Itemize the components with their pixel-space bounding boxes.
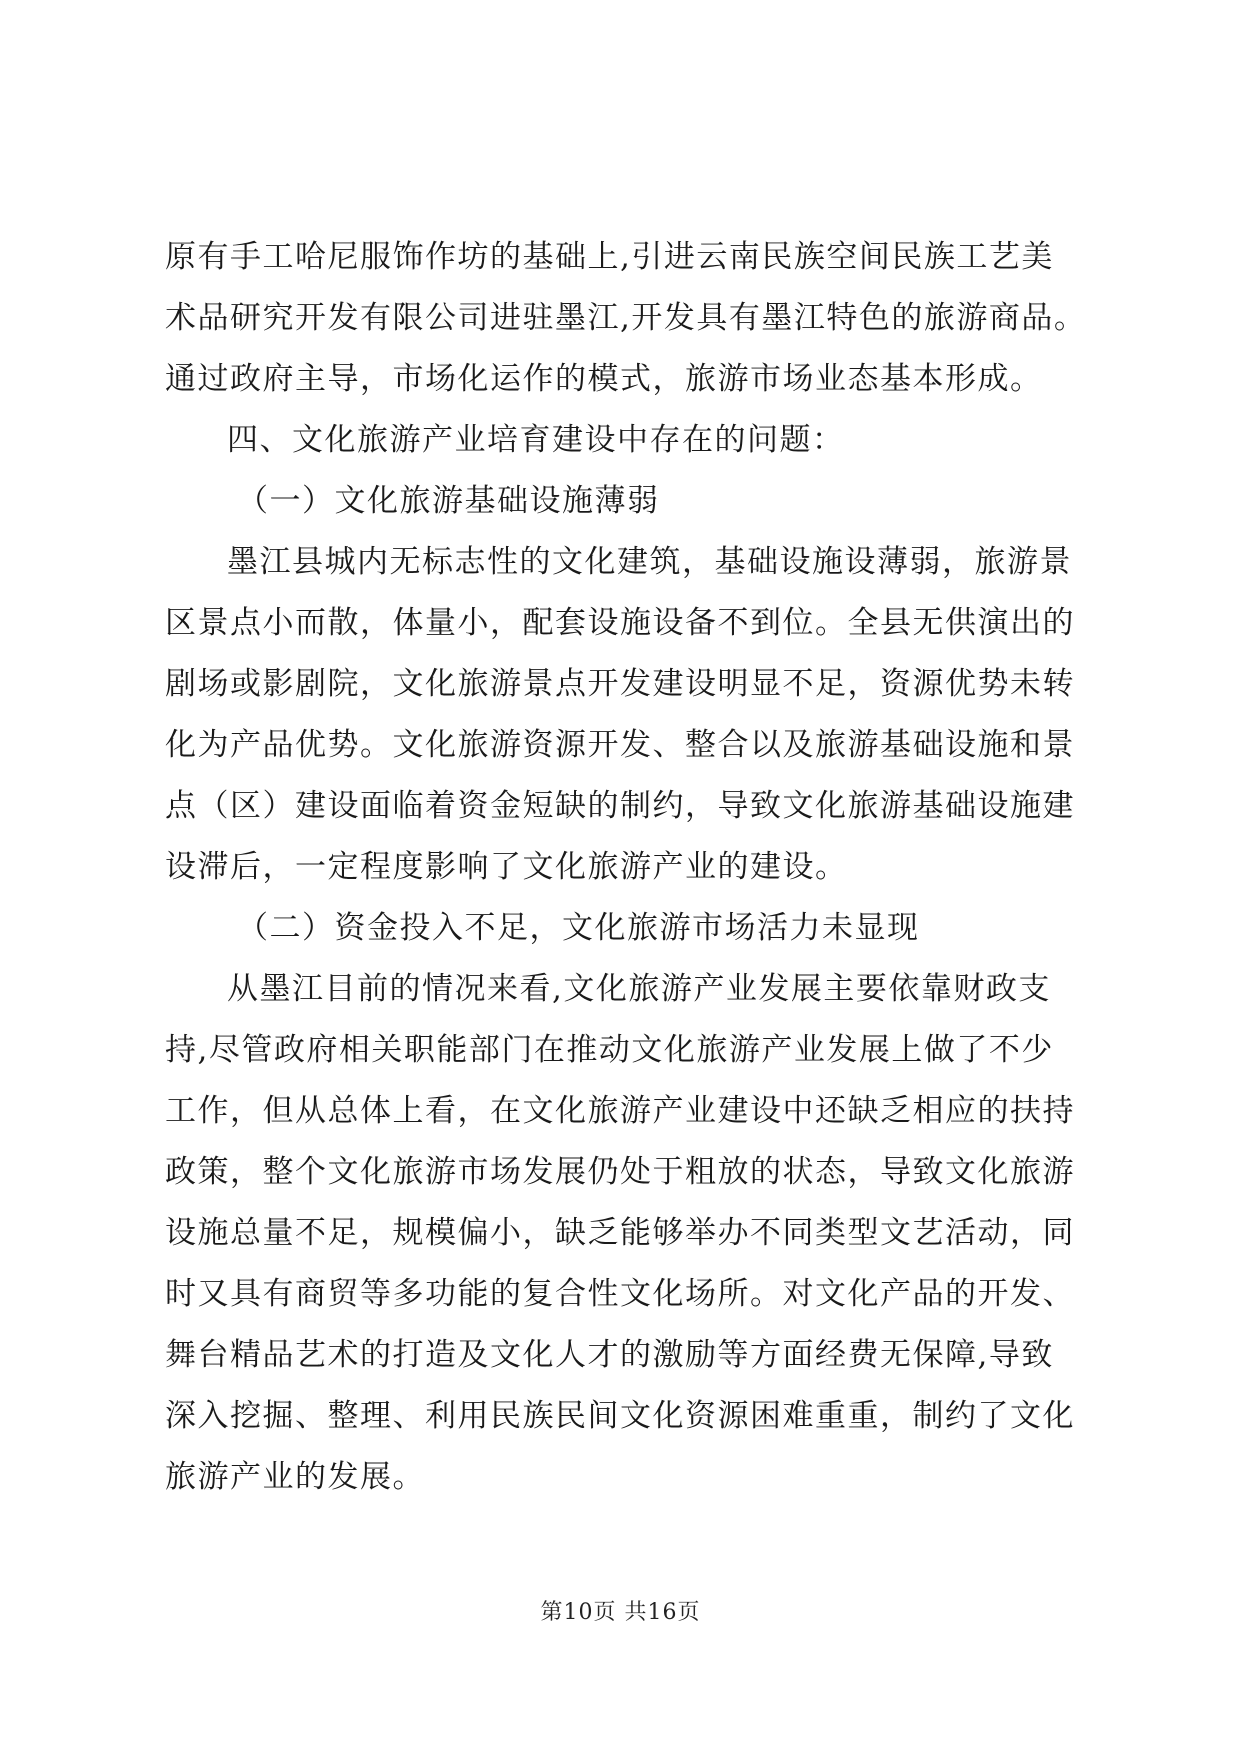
- paragraph-line: 墨江县城内无标志性的文化建筑，基础设施设薄弱，旅游景: [227, 544, 1072, 580]
- paragraph-line: 化为产品优势。文化旅游资源开发、整合以及旅游基础设施和景: [165, 727, 1075, 763]
- paragraph-line: 持,尽管政府相关职能部门在推动文化旅游产业发展上做了不少: [165, 1032, 1054, 1068]
- paragraph-line: 工作，但从总体上看，在文化旅游产业建设中还缺乏相应的扶持: [165, 1093, 1075, 1129]
- paragraph-line: 政策，整个文化旅游市场发展仍处于粗放的状态，导致文化旅游: [165, 1154, 1075, 1190]
- paragraph-line: 舞台精品艺术的打造及文化人才的激励等方面经费无保障,导致: [165, 1337, 1054, 1373]
- paragraph-line: 设施总量不足，规模偏小，缺乏能够举办不同类型文艺活动，同: [165, 1215, 1075, 1251]
- section-heading: 四、文化旅游产业培育建设中存在的问题：: [227, 422, 845, 458]
- paragraph-line: 通过政府主导，市场化运作的模式，旅游市场业态基本形成。: [165, 361, 1043, 397]
- paragraph-line: 区景点小而散，体量小，配套设施设备不到位。全县无供演出的: [165, 605, 1075, 641]
- body-text: [165, 227, 1085, 1508]
- subsection-heading-2: （二）资金投入不足，文化旅游市场活力未显现: [237, 910, 920, 946]
- paragraph-line: 术品研究开发有限公司进驻墨江,开发具有墨江特色的旅游商品。: [165, 300, 1087, 336]
- paragraph-line: 深入挖掘、整理、利用民族民间文化资源困难重重，制约了文化: [165, 1398, 1075, 1434]
- paragraph-line: 设滞后，一定程度影响了文化旅游产业的建设。: [165, 849, 848, 885]
- paragraph-line: 从墨江目前的情况来看,文化旅游产业发展主要依靠财政支: [227, 971, 1051, 1007]
- paragraph-line: 旅游产业的发展。: [165, 1459, 425, 1495]
- paragraph-line: 剧场或影剧院，文化旅游景点开发建设明显不足，资源优势未转: [165, 666, 1075, 702]
- paragraph-line: 原有手工哈尼服饰作坊的基础上,引进云南民族空间民族工艺美: [165, 239, 1054, 275]
- paragraph-line: 点（区）建设面临着资金短缺的制约，导致文化旅游基础设施建: [165, 788, 1075, 824]
- paragraph-line: 时又具有商贸等多功能的复合性文化场所。对文化产品的开发、: [165, 1276, 1075, 1312]
- page-number-footer: 第10页 共16页: [540, 1600, 701, 1625]
- subsection-heading-1: （一）文化旅游基础设施薄弱: [237, 483, 660, 519]
